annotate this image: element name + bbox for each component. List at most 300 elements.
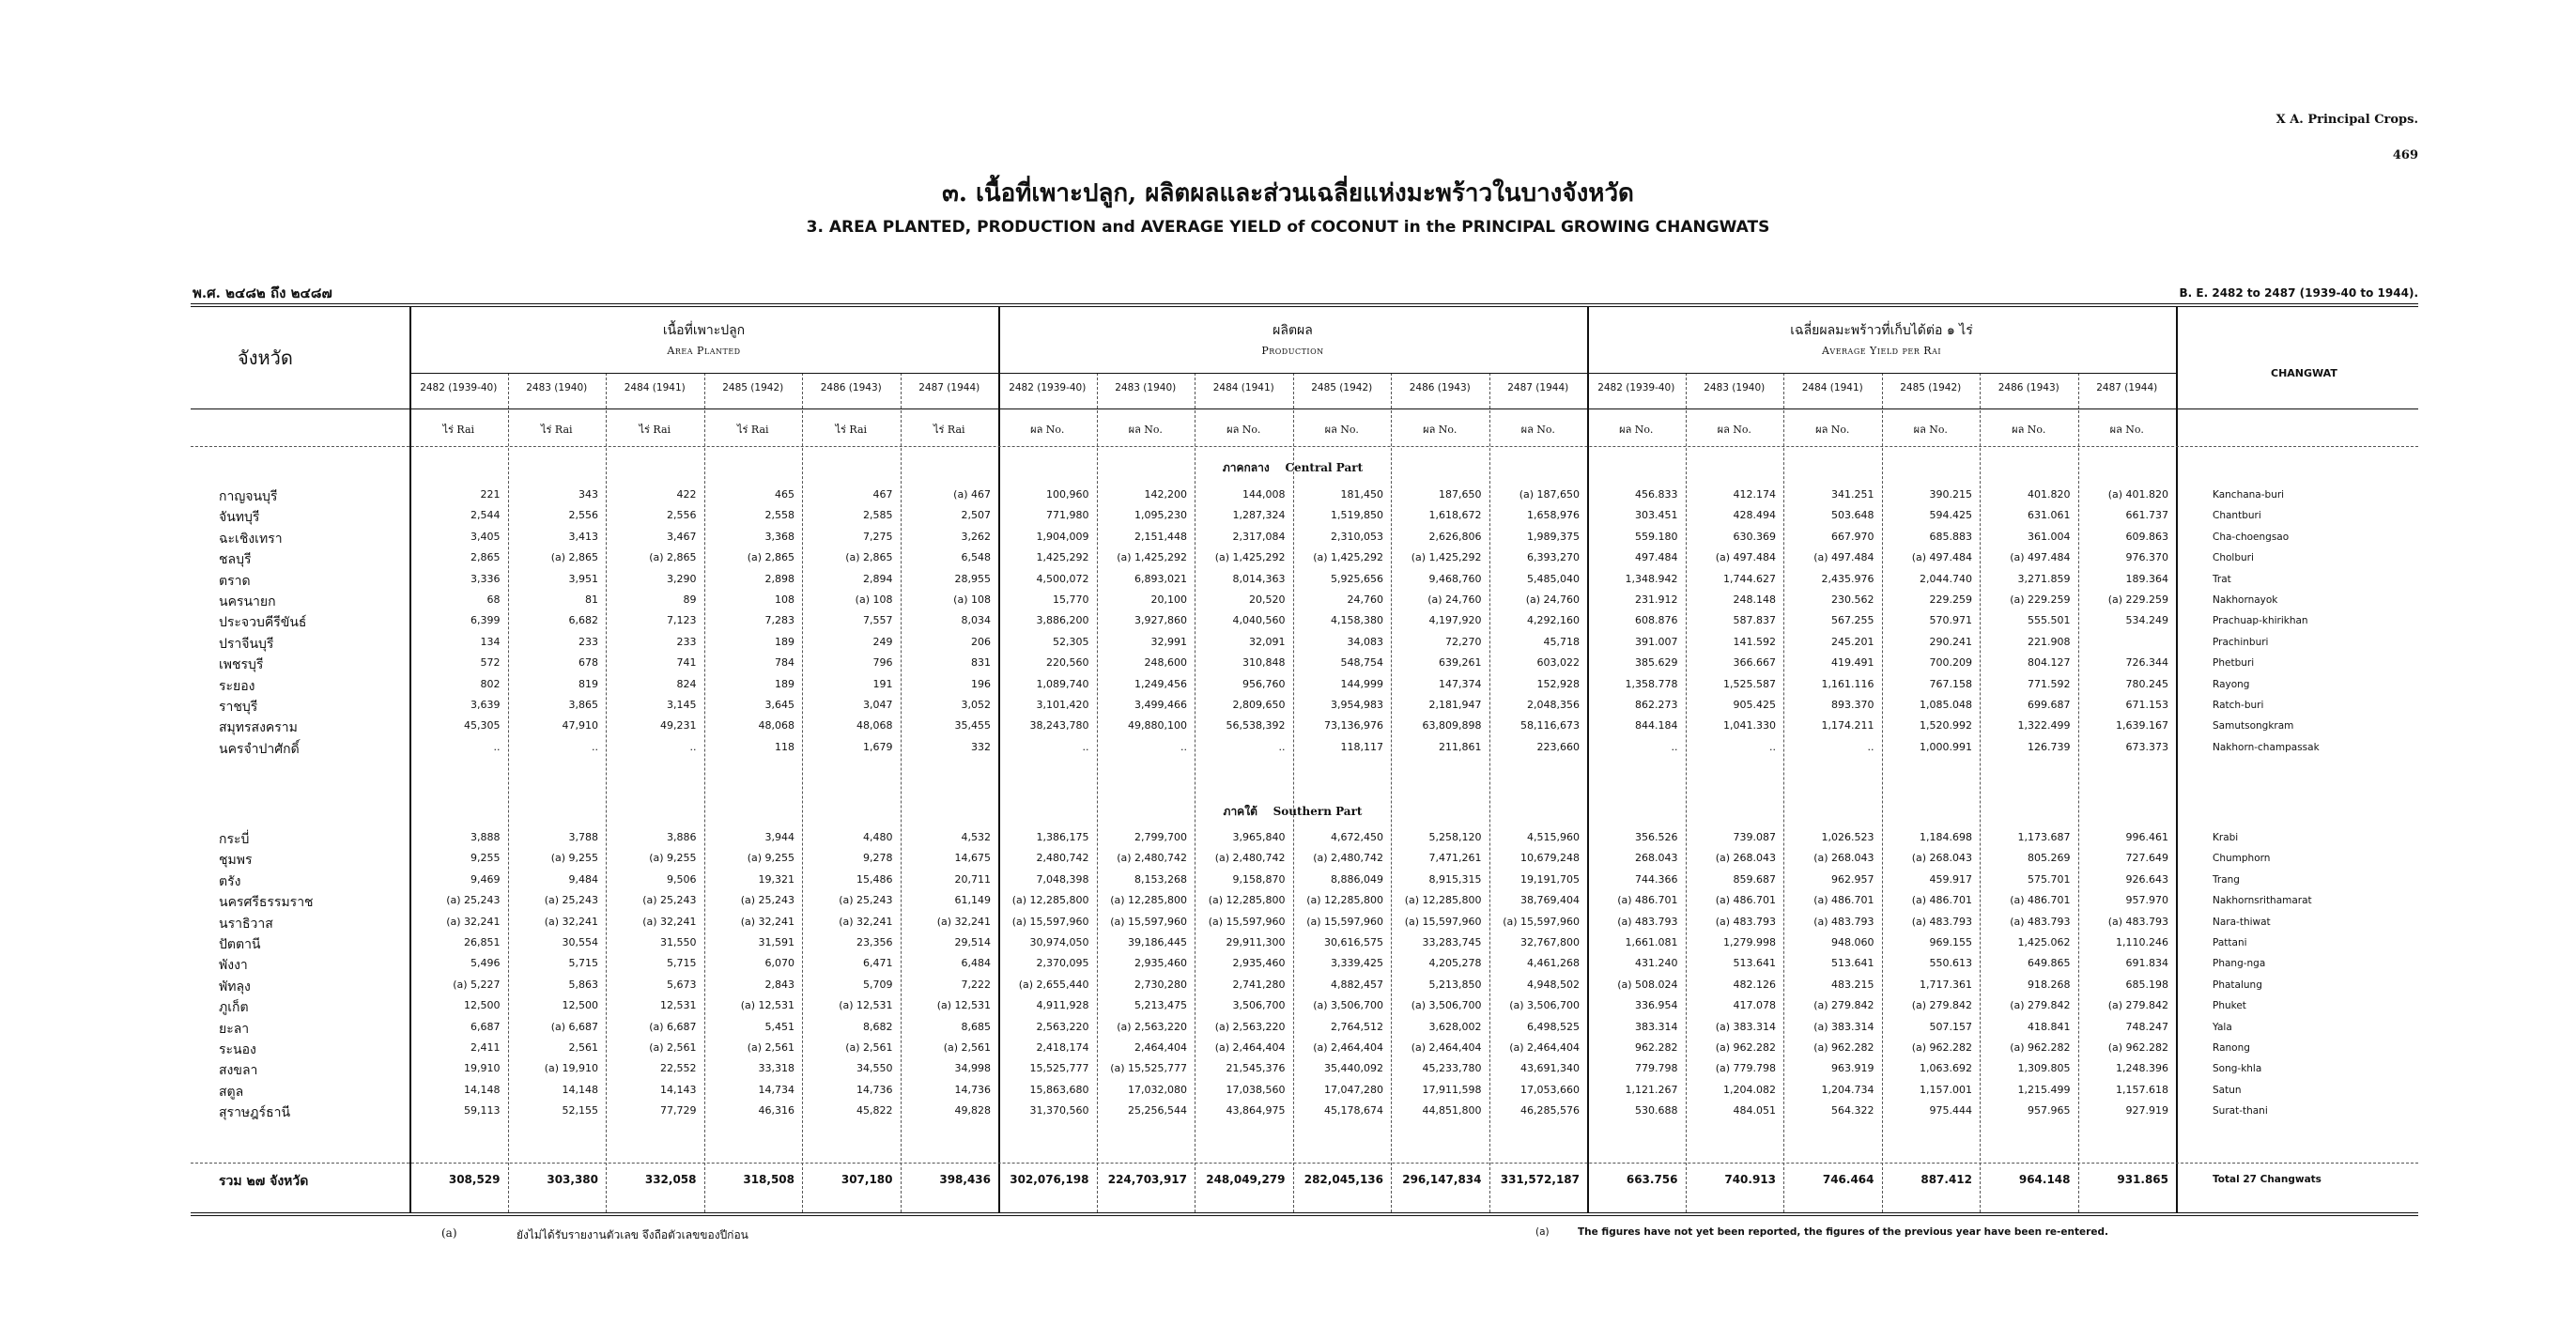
changwat-english: Phang-nga [2213,958,2266,970]
coconut-table [191,303,2418,1216]
changwat-thai: ประจวบคีรีขันธ์ [219,615,307,631]
table-cell: 567.255 [1831,614,1874,627]
section-label: X A. Principal Crops. [2275,113,2418,127]
table-cell: 52,305 [1053,635,1089,648]
table-cell: (a) 2,561 [649,1041,697,1054]
table-row [191,1104,2418,1125]
table-cell: 142,200 [1144,488,1187,501]
table-cell: 6,471 [863,957,893,970]
table-cell: 609.863 [2125,530,2168,543]
table-cell: (a) 486.701 [1617,894,1678,907]
table-cell: (a) 279.842 [2010,999,2071,1012]
table-cell: 2,048,356 [1527,699,1580,711]
changwat-english: Trang [2213,873,2240,886]
table-cell: 12,500 [562,999,598,1012]
table-cell: 3,405 [470,530,501,543]
table-cell: 805.269 [2028,852,2071,865]
table-cell: 4,882,457 [1331,978,1383,991]
table-cell: (a) 486.701 [1911,894,1972,907]
table-cell: (a) 268.043 [1715,852,1776,865]
table-cell: 3,628,002 [1428,1020,1482,1033]
table-cell: 2,764,512 [1331,1020,1383,1033]
table-cell: .. [689,740,697,753]
table-cell: 685.198 [2125,978,2168,991]
table-row [191,509,2418,530]
table-cell: 1,248.396 [2116,1062,2168,1075]
table-cell: 307,180 [841,1173,893,1186]
table-cell: 30,974,050 [1029,936,1089,948]
table-cell: 796 [872,656,893,670]
table-cell: 1,026.523 [1821,831,1874,843]
table-cell: (a) 2,563,220 [1117,1020,1187,1033]
table-cell: 780.245 [2125,677,2168,690]
table-cell: 4,948,502 [1527,978,1580,991]
table-cell: .. [1867,740,1874,753]
changwat-english: Prachinburi [2213,636,2269,648]
table-cell: 25,256,544 [1128,1104,1187,1118]
table-cell: .. [1278,740,1286,753]
table-cell: 5,258,120 [1428,831,1482,843]
table-cell: (a) 108 [855,593,893,606]
changwat-english: Rayong [2213,678,2250,690]
year-header: 2484 (1941) [624,382,686,393]
table-cell: 21,545,376 [1226,1062,1286,1075]
changwat-english: Pattani [2213,937,2247,948]
table-cell: 2,935,460 [1134,957,1187,970]
table-cell: 931.865 [2117,1173,2168,1186]
changwat-thai: นครศรีธรรมราช [219,895,314,911]
table-cell: (a) 779.798 [1715,1062,1776,1075]
table-cell: (a) 2,480,742 [1214,852,1286,865]
year-header: 2485 (1942) [1900,382,1962,393]
table-cell: 398,436 [939,1173,991,1186]
table-cell: 8,014,363 [1232,572,1286,585]
table-cell: 673.373 [2125,740,2168,753]
changwat-english: Ratch-buri [2213,700,2264,711]
table-cell: 28,955 [954,572,991,585]
table-cell: (a) 268.043 [1911,852,1972,865]
table-cell: 2,464,404 [1134,1041,1187,1054]
table-cell: 819 [578,677,598,690]
table-cell: 746.464 [1822,1173,1874,1186]
table-cell: (a) 497.484 [2010,551,2071,564]
table-cell: 39,186,445 [1128,936,1187,948]
table-cell: (a) 25,243 [446,894,501,907]
table-cell: 1,110.246 [2116,936,2168,948]
table-cell: 1,658,976 [1527,509,1580,522]
unit-header: ผล No. [1815,424,1850,436]
table-cell: 530.688 [1635,1104,1678,1118]
table-cell: 1,520.992 [1920,719,1972,732]
table-cell: 5,863 [568,978,598,991]
table-cell: (a) 962.282 [2107,1041,2168,1054]
table-cell: 63,809,898 [1422,719,1482,732]
table-cell: 1,309.805 [2017,1062,2071,1075]
table-cell: (a) 6,687 [649,1020,697,1033]
table-cell: (a) 1,425,292 [1411,551,1482,564]
table-row [191,831,2418,852]
table-cell: 73,136,976 [1324,719,1383,732]
table-cell: 3,101,420 [1036,699,1089,711]
table-cell: 4,205,278 [1428,957,1482,970]
table-cell: 61,149 [954,894,991,907]
table-cell: (a) 279.842 [2107,999,2168,1012]
changwat-english: Nakhorn-champassak [2213,741,2320,753]
unit-header: ไร่ Rai [736,424,769,436]
table-cell: 152,928 [1536,677,1580,690]
table-cell: 4,040,560 [1232,614,1286,627]
table-cell: 45,305 [464,719,501,732]
table-cell: (a) 9,255 [649,852,697,865]
table-cell: 1,085.048 [1920,699,1972,711]
table-cell: 3,052 [961,699,991,711]
table-cell: 7,283 [764,614,794,627]
table-cell: .. [493,740,501,753]
table-cell: (a) 497.484 [1813,551,1874,564]
table-cell: 45,718 [1543,635,1580,648]
changwat-thai: พัทลุง [219,979,251,994]
table-cell: 6,682 [568,614,598,627]
table-cell: 33,318 [758,1062,794,1075]
year-header: 2484 (1941) [1801,382,1863,393]
table-cell: (a) 3,506,700 [1411,999,1482,1012]
table-cell: 341.251 [1831,488,1874,501]
table-cell: (a) 12,285,800 [1208,894,1286,907]
table-cell: 38,243,780 [1029,719,1089,732]
table-cell: 467 [872,488,893,501]
table-cell: (a) 12,285,800 [1404,894,1482,907]
table-cell: 6,070 [764,957,794,970]
table-cell: 77,729 [660,1104,697,1118]
table-cell: 43,864,975 [1226,1104,1286,1118]
table-cell: 22,552 [660,1062,697,1075]
table-cell: 20,520 [1249,593,1286,606]
table-cell: 144,008 [1242,488,1286,501]
table-cell: 8,915,315 [1428,872,1482,886]
table-cell: 45,178,674 [1324,1104,1383,1118]
unit-header: ผล No. [1717,424,1751,436]
footnote-mark-english: (a) [1535,1226,1550,1238]
table-cell: 603,022 [1536,656,1580,670]
table-cell: 248,049,279 [1206,1173,1286,1186]
changwat-thai: ปัตตานี [219,937,261,952]
table-cell: 15,486 [856,872,893,886]
table-cell: 739.087 [1733,831,1776,843]
table-cell: 767.158 [1929,677,1972,690]
table-cell: 564.322 [1831,1104,1874,1118]
table-cell: 663.756 [1626,1173,1678,1186]
table-cell: (a) 32,241 [740,915,794,928]
table-cell: 19,321 [758,872,794,886]
table-cell: 918.268 [2028,978,2071,991]
table-cell: 9,484 [568,872,598,886]
table-cell: 594.425 [1929,509,1972,522]
table-cell: 8,685 [961,1020,991,1033]
table-cell: 1,679 [863,740,893,753]
table-cell: 748.247 [2125,1020,2168,1033]
footnote-mark-thai: (a) [441,1226,457,1240]
table-cell: 3,927,860 [1134,614,1187,627]
table-cell: (a) 2,865 [550,551,598,564]
table-cell: (a) 486.701 [2010,894,2071,907]
changwat-thai: ปราจีนบุรี [219,636,274,652]
table-cell: 118 [775,740,794,753]
table-cell: 366.667 [1733,656,1776,670]
table-cell: 975.444 [1929,1104,1972,1118]
table-cell: (a) 2,464,404 [1214,1041,1286,1054]
changwat-english: Satun [2213,1084,2242,1096]
table-cell: 534.249 [2125,614,2168,627]
table-cell: 1,174.211 [1821,719,1874,732]
table-row [191,999,2418,1020]
table-cell: 964.148 [2018,1173,2071,1186]
table-row [191,656,2418,677]
changwat-thai: จันทบุรี [219,510,260,526]
table-cell: (a) 483.793 [1715,915,1776,928]
table-row [191,614,2418,635]
table-cell: .. [1180,740,1187,753]
table-cell: 15,770 [1053,593,1089,606]
table-cell: 144,999 [1340,677,1383,690]
table-cell: 3,047 [863,699,893,711]
table-cell: 649.865 [2028,957,2071,970]
unit-header: ผล No. [1128,424,1163,436]
table-cell: 32,991 [1150,635,1187,648]
table-cell: 3,886,200 [1036,614,1089,627]
table-cell: 1,204.082 [1723,1083,1776,1096]
table-cell: (a) 15,597,960 [1011,915,1089,928]
table-cell: 331,572,187 [1500,1173,1580,1186]
table-cell: 1,161.116 [1821,677,1874,690]
year-header: 2483 (1940) [526,382,588,393]
table-cell: 3,645 [764,699,794,711]
table-cell: 5,673 [667,978,697,991]
table-cell: 3,954,983 [1331,699,1383,711]
table-cell: (a) 2,865 [649,551,697,564]
table-cell: 5,213,850 [1428,978,1482,991]
table-cell: 12,500 [464,999,501,1012]
table-cell: 802 [480,677,501,690]
table-cell: 14,736 [856,1083,893,1096]
table-cell: 503.648 [1831,509,1874,522]
table-cell: 1,279.998 [1723,936,1776,948]
table-row [191,936,2418,957]
changwat-thai: ตรัง [219,873,241,889]
table-cell: 3,262 [961,530,991,543]
table-cell: 6,548 [961,551,991,564]
unit-header: ผล No. [2109,424,2144,436]
changwat-thai: สมุทรสงคราม [219,720,298,736]
table-cell: 1,157.001 [1920,1083,1972,1096]
table-cell: 318,508 [743,1173,794,1186]
table-cell: (a) 1,425,292 [1313,551,1383,564]
table-cell: (a) 962.282 [1813,1041,1874,1054]
changwat-english: Ranong [2213,1042,2250,1054]
table-cell: 2,843 [764,978,794,991]
table-cell: 302,076,198 [1010,1173,1089,1186]
table-cell: (a) 2,480,742 [1117,852,1187,865]
table-cell: 20,711 [954,872,991,886]
table-cell: 383.314 [1635,1020,1678,1033]
table-cell: 976.370 [2125,551,2168,564]
group-area-thai: เนื้อที่เพาะปลูก [662,323,746,338]
table-cell: (a) 12,531 [839,999,893,1012]
table-cell: 969.155 [1929,936,1972,948]
changwat-english: Phuket [2213,1000,2246,1012]
table-cell: (a) 32,241 [446,915,501,928]
table-cell: 248,600 [1144,656,1187,670]
changwat-english: Krabi [2213,832,2239,843]
changwat-thai: เพชรบุรี [219,657,264,673]
table-cell: 671.153 [2125,699,2168,711]
table-cell: 3,951 [568,572,598,585]
changwat-english: Prachuap-khirikhan [2213,615,2308,627]
table-cell: (a) 12,531 [740,999,794,1012]
table-cell: 700.209 [1929,656,1972,670]
table-cell: (a) 24,760 [1525,593,1580,606]
table-cell: 59,113 [464,1104,501,1118]
table-cell: 1,525.587 [1723,677,1776,690]
table-cell: 17,038,560 [1226,1083,1286,1096]
table-cell: 6,399 [470,614,501,627]
table-cell: 231.912 [1635,593,1678,606]
table-cell: (a) 383.314 [1715,1020,1776,1033]
title-thai: ๓. เนื้อที่เพาะปลูก, ผลิตผลและส่วนเฉลี่ยแห่งมะพร้าวในบางจังหวัด [942,179,1634,208]
table-cell: 3,271.859 [2017,572,2071,585]
changwat-english: Cha-choengsao [2213,531,2290,543]
table-cell: (a) 2,561 [747,1041,794,1054]
group-yield-english: Average Yield per Rai [1821,345,1942,357]
table-cell: 661.737 [2125,509,2168,522]
table-cell: 34,550 [856,1062,893,1075]
table-cell: 1,089,740 [1036,677,1089,690]
table-cell: 68 [486,593,501,606]
table-cell: 771,980 [1046,509,1089,522]
table-cell: 2,799,700 [1134,831,1187,843]
year-header: 2482 (1939-40) [420,382,498,393]
year-header: 2483 (1940) [1115,382,1177,393]
group-area-english: Area Planted [667,345,741,357]
year-header: 2487 (1944) [2096,382,2158,393]
table-cell: 9,506 [667,872,697,886]
table-row [191,699,2418,719]
changwat-thai: นราธิวาส [219,916,273,932]
table-cell: (a) 15,597,960 [1404,915,1482,928]
table-cell: 2,741,280 [1232,978,1286,991]
table-cell: 9,468,760 [1428,572,1482,585]
table-cell: 12,531 [660,999,697,1012]
table-cell: 1,717.361 [1920,978,1972,991]
unit-header: ผล No. [1030,424,1065,436]
table-cell: 2,370,095 [1036,957,1089,970]
table-cell: 332 [971,740,991,753]
changwat-english: Chantburi [2213,510,2261,522]
table-cell: 1,063.692 [1920,1062,1972,1075]
table-cell: 422 [676,488,697,501]
table-cell: 5,715 [667,957,697,970]
year-header: 2487 (1944) [1507,382,1569,393]
table-cell: 2,435.976 [1821,572,1874,585]
table-cell: (a) 24,760 [1427,593,1482,606]
table-cell: 948.060 [1831,936,1874,948]
footnote-english: The figures have not yet been reported, the figures of the previous year have been re-entered. [1578,1226,2108,1238]
table-cell: 2,418,174 [1036,1041,1089,1054]
table-cell: 4,461,268 [1527,957,1580,970]
table-cell: 147,374 [1439,677,1482,690]
table-cell: (a) 483.793 [2010,915,2071,928]
table-cell: 1,639.167 [2116,719,2168,732]
table-cell: 1,287,324 [1232,509,1286,522]
table-cell: 1,618,672 [1428,509,1482,522]
table-cell: (a) 383.314 [1813,1020,1874,1033]
table-cell: 4,158,380 [1331,614,1383,627]
table-cell: (a) 268.043 [1813,852,1874,865]
table-cell: 310,848 [1242,656,1286,670]
table-cell: (a) 32,241 [544,915,598,928]
unit-header: ผล No. [1913,424,1948,436]
table-cell: (a) 12,285,800 [1011,894,1089,907]
changwat-thai: นครนายก [219,594,276,609]
table-cell: 58,116,673 [1520,719,1580,732]
table-cell: 5,925,656 [1331,572,1383,585]
changwat-thai: ภูเก็ต [219,1000,249,1016]
table-cell: 3,467 [667,530,697,543]
table-cell: .. [592,740,598,753]
table-cell: 6,498,525 [1527,1020,1580,1033]
table-cell: 5,496 [470,957,501,970]
table-cell: 5,485,040 [1527,572,1580,585]
page-number: 469 [2392,148,2418,162]
changwat-head-thai: จังหวัด [238,347,293,369]
table-cell: 431.240 [1635,957,1678,970]
table-cell: 126.739 [2028,740,2071,753]
table-cell: 428.494 [1733,509,1776,522]
table-cell: 691.834 [2125,957,2168,970]
table-cell: 29,514 [954,936,991,948]
table-cell: (a) 3,506,700 [1509,999,1580,1012]
table-cell: 17,911,598 [1422,1083,1482,1096]
table-cell: 34,998 [954,1062,991,1075]
table-cell: 20,100 [1150,593,1187,606]
table-cell: 245.201 [1831,635,1874,648]
table-cell: 7,048,398 [1036,872,1089,886]
table-cell: (a) 15,525,777 [1110,1062,1187,1075]
group-yield-thai: เฉลี่ยผลมะพร้าวที่เก็บได้ต่อ ๑ ไร่ [1790,323,1973,338]
table-cell: 221.908 [2028,635,2071,648]
table-row [191,636,2418,656]
changwat-thai: ชุมพร [219,853,253,869]
year-header: 2487 (1944) [918,382,980,393]
table-row [191,593,2418,614]
table-cell: 559.180 [1635,530,1678,543]
table-cell: 685.883 [1929,530,1972,543]
table-cell: 4,672,450 [1331,831,1383,843]
table-cell: 9,278 [863,852,893,865]
unit-header: ไร่ Rai [540,424,573,436]
table-cell: 2,480,742 [1036,852,1089,865]
changwat-thai: นครจำปาศักดิ์ [219,741,300,757]
table-cell: 572 [480,656,501,670]
table-cell: 49,828 [954,1104,991,1118]
table-cell: 9,158,870 [1232,872,1286,886]
table-cell: 417.078 [1733,999,1776,1012]
table-cell: 726.344 [2125,656,2168,670]
table-cell: 189.364 [2125,572,2168,585]
table-cell: 187,650 [1439,488,1482,501]
table-cell: 1,173.687 [2017,831,2071,843]
table-cell: 230.562 [1831,593,1874,606]
table-cell: (a) 962.282 [1911,1041,1972,1054]
